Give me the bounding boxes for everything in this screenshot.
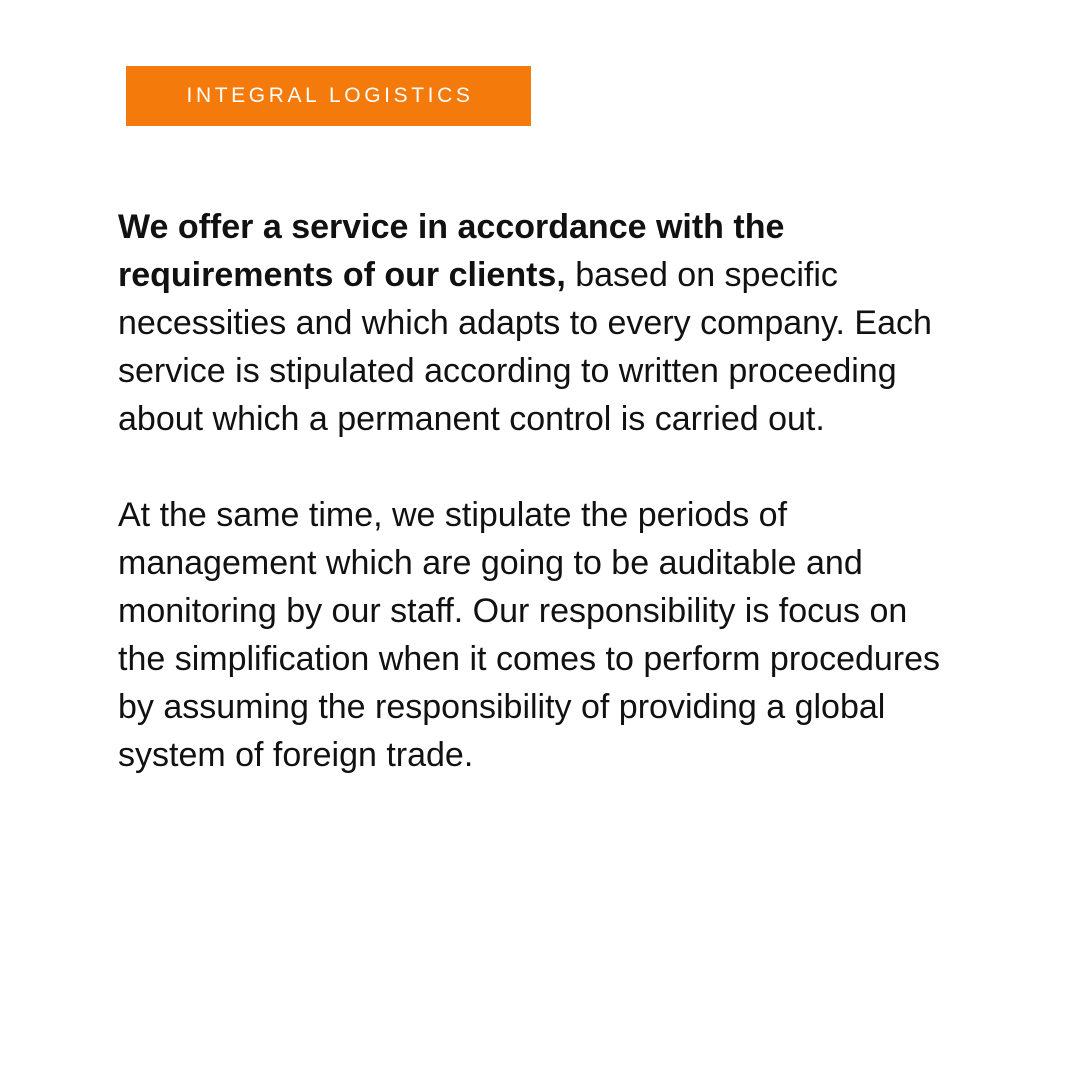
paragraph-intro [118, 203, 958, 443]
category-tag-label: INTEGRAL LOGISTICS [186, 84, 474, 107]
paragraph-responsibility: At the same time, we stipulate the periods of management which are going to be auditable and monitoring by our staff. Our responsibility is focus on the simplification when it comes to perform procedures by assuming the responsibility of providing a global system of foreign trade. [118, 496, 941, 774]
category-tag [126, 66, 531, 126]
paragraph-intro-lead: We offer a service in accordance with the requirements of our clients, [118, 208, 785, 294]
body-text [118, 203, 958, 779]
paragraph-intro-rest: based on specific necessities and which adapts to every company. Each service is stipulated according to written proceeding about which a permanent control is carried out. [118, 256, 932, 438]
